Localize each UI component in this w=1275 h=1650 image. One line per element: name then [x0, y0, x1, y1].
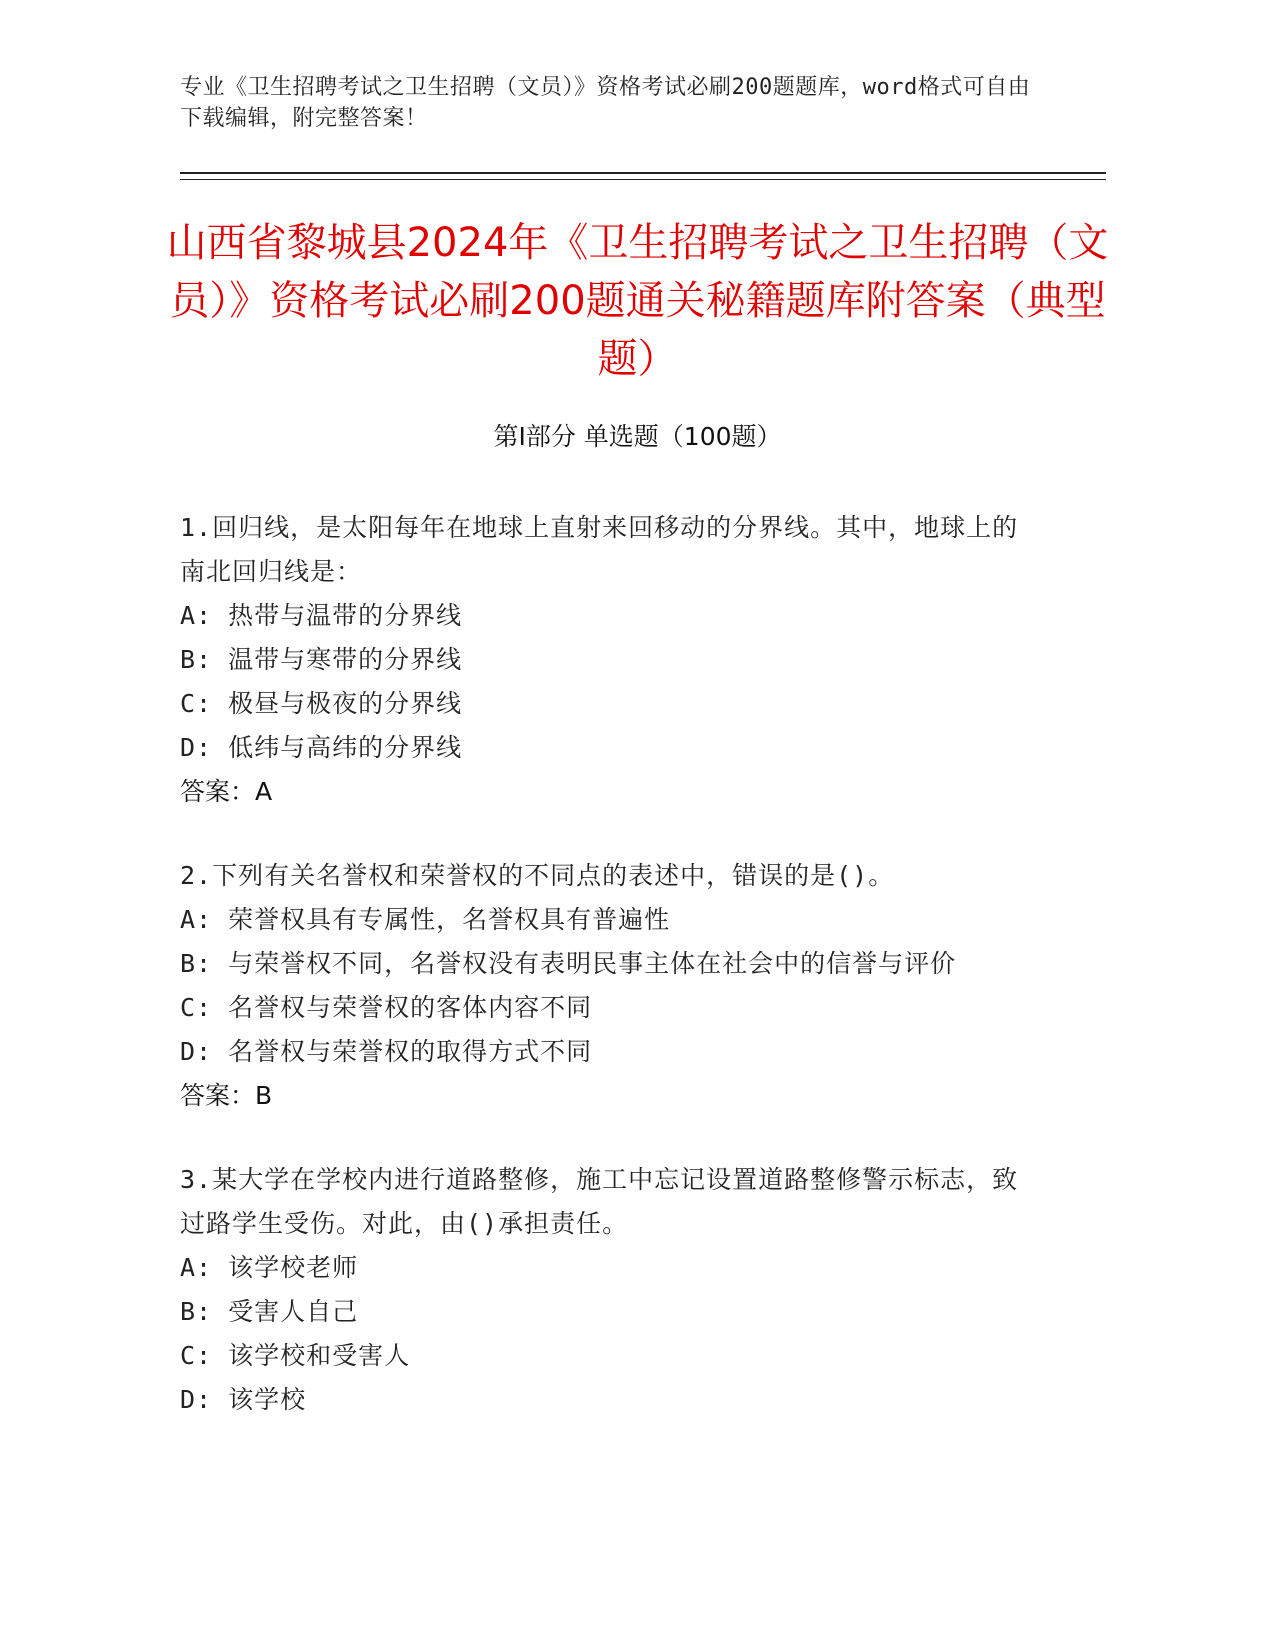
question-2 [180, 854, 1040, 1118]
question-stem: 3.某大学在学校内进行道路整修，施工中忘记设置道路整修警示标志，致过路学生受伤。对此，由()承担责任。 [180, 1165, 1019, 1238]
question-stem: 1.回归线，是太阳每年在地球上直射来回移动的分界线。其中，地球上的南北回归线是： [180, 513, 1019, 586]
option-a: A: 该学校老师 [180, 1253, 359, 1282]
option-b: B: 温带与寒带的分界线 [180, 645, 463, 674]
option-c: C: 极昼与极夜的分界线 [180, 689, 463, 718]
question-3 [180, 1158, 1040, 1422]
option-a: A: 荣誉权具有专属性，名誉权具有普遍性 [180, 905, 671, 934]
question-stem: 2.下列有关名誉权和荣誉权的不同点的表述中，错误的是()。 [180, 861, 895, 890]
option-d: D: 该学校 [180, 1385, 307, 1414]
answer-label: 答案：A [180, 777, 273, 806]
header-divider-thin [180, 179, 1106, 180]
header-note: 专业《卫生招聘考试之卫生招聘（文员）》资格考试必刷200题题库，word格式可自由下载编辑，附完整答案！ [180, 75, 1031, 131]
option-b: B: 与荣誉权不同，名誉权没有表明民事主体在社会中的信誉与评价 [180, 949, 957, 978]
question-list [180, 506, 1040, 1462]
option-b: B: 受害人自己 [180, 1297, 359, 1326]
option-c: C: 该学校和受害人 [180, 1341, 411, 1370]
option-d: D: 名誉权与荣誉权的取得方式不同 [180, 1037, 593, 1066]
question-1 [180, 506, 1040, 814]
answer-label: 答案：B [180, 1081, 273, 1110]
section-title: 第Ⅰ部分 单选题（100题） [493, 422, 782, 451]
header-divider-thick [180, 172, 1106, 174]
option-c: C: 名誉权与荣誉权的客体内容不同 [180, 993, 593, 1022]
document-title: 山西省黎城县2024年《卫生招聘考试之卫生招聘（文员）》资格考试必刷200题通关秘籍题库附答案（典型题） [166, 220, 1109, 382]
option-d: D: 低纬与高纬的分界线 [180, 733, 463, 762]
option-a: A: 热带与温带的分界线 [180, 601, 463, 630]
